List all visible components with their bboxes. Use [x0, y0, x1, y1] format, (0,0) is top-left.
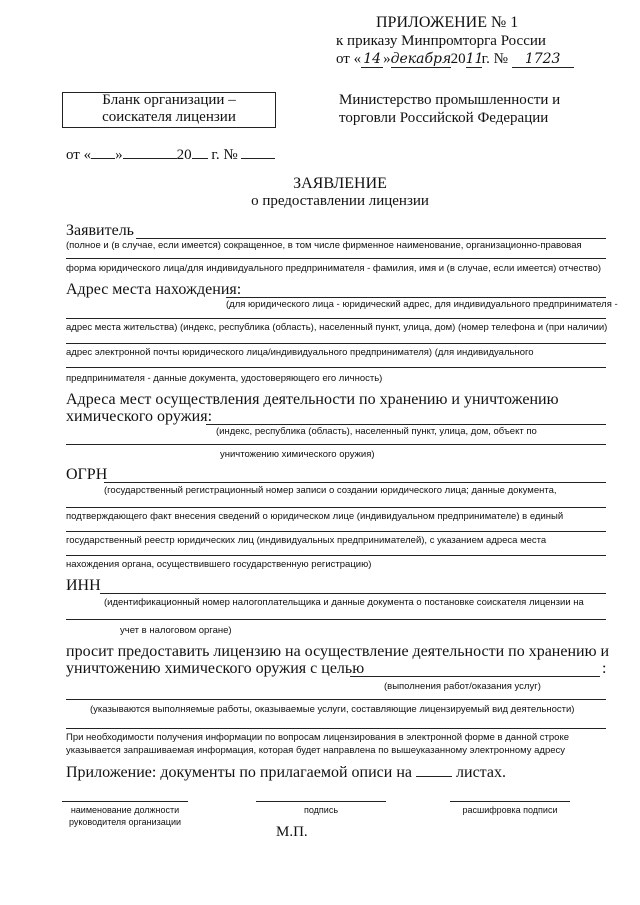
- address-note2: адрес места жительства) (индекс, республика (область), населенный пункт, улица, дом) (номер телефона и (при наличии): [66, 322, 608, 333]
- date-year-prefix: 20: [176, 147, 192, 163]
- signature-label: подпись: [303, 805, 339, 815]
- ministry-line1: Министерство промышленности и: [339, 92, 561, 108]
- address-field-3[interactable]: [66, 343, 606, 344]
- address-field[interactable]: [226, 297, 606, 298]
- works-field[interactable]: [66, 699, 606, 700]
- email-info-field[interactable]: [66, 728, 606, 729]
- position-field[interactable]: [62, 801, 188, 802]
- applicant-field[interactable]: [136, 238, 606, 239]
- attachment-suffix: листах.: [456, 764, 506, 781]
- activity-note1: (индекс, республика (область), населенный пункт, улица, дом, объект по: [216, 426, 537, 437]
- address-note3: адрес электронной почты юридического лица/индивидуального предпринимателя) (для индивидуального: [66, 347, 534, 358]
- order-prefix: от: [336, 51, 350, 67]
- address-field-2[interactable]: [66, 318, 606, 319]
- ogrn-field[interactable]: [104, 482, 606, 483]
- sheets-count-field[interactable]: [416, 776, 452, 777]
- inn-note2: учет в налоговом органе): [120, 625, 232, 636]
- decoding-label: расшифровка подписи: [462, 805, 558, 815]
- request-line2: уничтожению химического оружия с целью: [66, 660, 365, 677]
- stamp-place: М.П.: [276, 824, 308, 840]
- org-blank-line2: соискателя лицензии: [102, 109, 236, 125]
- attachment-line: [66, 764, 506, 782]
- ministry-line2: торговли Российской Федерации: [339, 110, 549, 126]
- request-colon: :: [602, 660, 607, 677]
- date-g-no: г. №: [211, 147, 238, 163]
- date-ot: от «: [66, 147, 92, 163]
- position-label-2: руководителя организации: [68, 817, 181, 827]
- purpose-field[interactable]: [350, 676, 600, 677]
- activity-label-2: химического оружия:: [66, 408, 213, 425]
- request-note2: (указываются выполняемые работы, оказываемые услуги, составляющие лицензируемый вид деятельности): [90, 704, 575, 715]
- request-line1: просит предоставить лицензию на осуществление деятельности по хранению и: [66, 643, 610, 660]
- order-year-suffix[interactable]: 11: [465, 51, 484, 67]
- address-field-4[interactable]: [66, 367, 606, 368]
- order-year-prefix: 20: [450, 51, 466, 67]
- inn-note1: (идентификационный номер налогоплательщика и данные документа о постановке соискателя лицензии на: [104, 597, 584, 608]
- address-note1: (для юридического лица - юридический адрес, для индивидуального предпринимателя -: [226, 299, 618, 310]
- ogrn-note3: государственный реестр юридических лиц (индивидуальных предпринимателей), с указанием адреса места: [66, 535, 547, 546]
- inn-field[interactable]: [100, 593, 606, 594]
- order-month[interactable]: декабря: [390, 51, 452, 67]
- order-reference: к приказу Минпромторга России: [336, 33, 546, 49]
- activity-field-2[interactable]: [66, 444, 606, 445]
- applicant-label: Заявитель: [66, 222, 134, 239]
- attachment-prefix: Приложение: документы по прилагаемой описи на: [66, 764, 413, 781]
- applicant-note2: форма юридического лица/для индивидуального предпринимателя - фамилия, имя и (в случае, если имеется) отчество): [66, 263, 602, 274]
- document-title: ЗАЯВЛЕНИЕ: [293, 175, 387, 192]
- date-qclose: »: [115, 147, 123, 163]
- activity-label-1: Адреса мест осуществления деятельности по хранению и уничтожению: [66, 391, 559, 408]
- inn-label: ИНН: [66, 577, 101, 594]
- order-day[interactable]: 14: [361, 51, 383, 68]
- letter-day-field[interactable]: [91, 158, 115, 159]
- position-label-1: наименование должности: [70, 805, 180, 815]
- activity-note2: уничтожению химического оружия): [220, 449, 375, 460]
- document-subtitle: о предоставлении лицензии: [251, 193, 429, 209]
- letter-year-field[interactable]: [192, 158, 208, 159]
- email-note-line1: При необходимости получения информации по вопросам лицензирования в электронной форме в данной строке: [66, 732, 570, 743]
- appendix-title: ПРИЛОЖЕНИЕ № 1: [376, 14, 519, 31]
- activity-field[interactable]: [206, 424, 606, 425]
- request-note1: (выполнения работ/оказания услуг): [384, 681, 541, 692]
- address-label: Адрес места нахождения:: [66, 281, 242, 298]
- order-g-no: г. №: [481, 51, 508, 67]
- ogrn-note4: нахождения органа, осуществившего государственную регистрацию): [66, 559, 372, 570]
- org-blank-line1: Бланк организации –: [102, 92, 236, 108]
- email-note-line2: указывается запрашиваемая информация, которая будет направлена по вышеуказанному электронному адресу: [66, 745, 566, 756]
- address-note4: предпринимателя - данные документа, удостоверяющего его личность): [66, 373, 383, 384]
- ogrn-field-3[interactable]: [66, 531, 606, 532]
- letter-month-field[interactable]: [123, 158, 177, 159]
- ogrn-note1: (государственный регистрационный номер записи о создании юридического лица; данные документа,: [104, 485, 557, 496]
- decoding-field[interactable]: [450, 801, 570, 802]
- ogrn-field-2[interactable]: [66, 507, 606, 508]
- applicant-note1: (полное и (в случае, если имеется) сокращенное, в том числе фирменное наименование, организационно-правовая: [66, 240, 582, 251]
- ogrn-note2: подтверждающего факт внесения сведений о юридическом лице (индивидуальном предпринимателе) в единый: [66, 511, 564, 522]
- ogrn-label: ОГРН: [66, 466, 108, 483]
- inn-field-2[interactable]: [66, 619, 606, 620]
- signature-field[interactable]: [256, 801, 386, 802]
- letter-number-field[interactable]: [241, 158, 275, 159]
- letter-date-line: [66, 147, 275, 164]
- order-date-line: от « 14 »декабря2011г. № 1723: [336, 51, 574, 68]
- ogrn-field-4[interactable]: [66, 555, 606, 556]
- applicant-field-2[interactable]: [66, 258, 606, 259]
- order-number[interactable]: 1723: [512, 51, 574, 68]
